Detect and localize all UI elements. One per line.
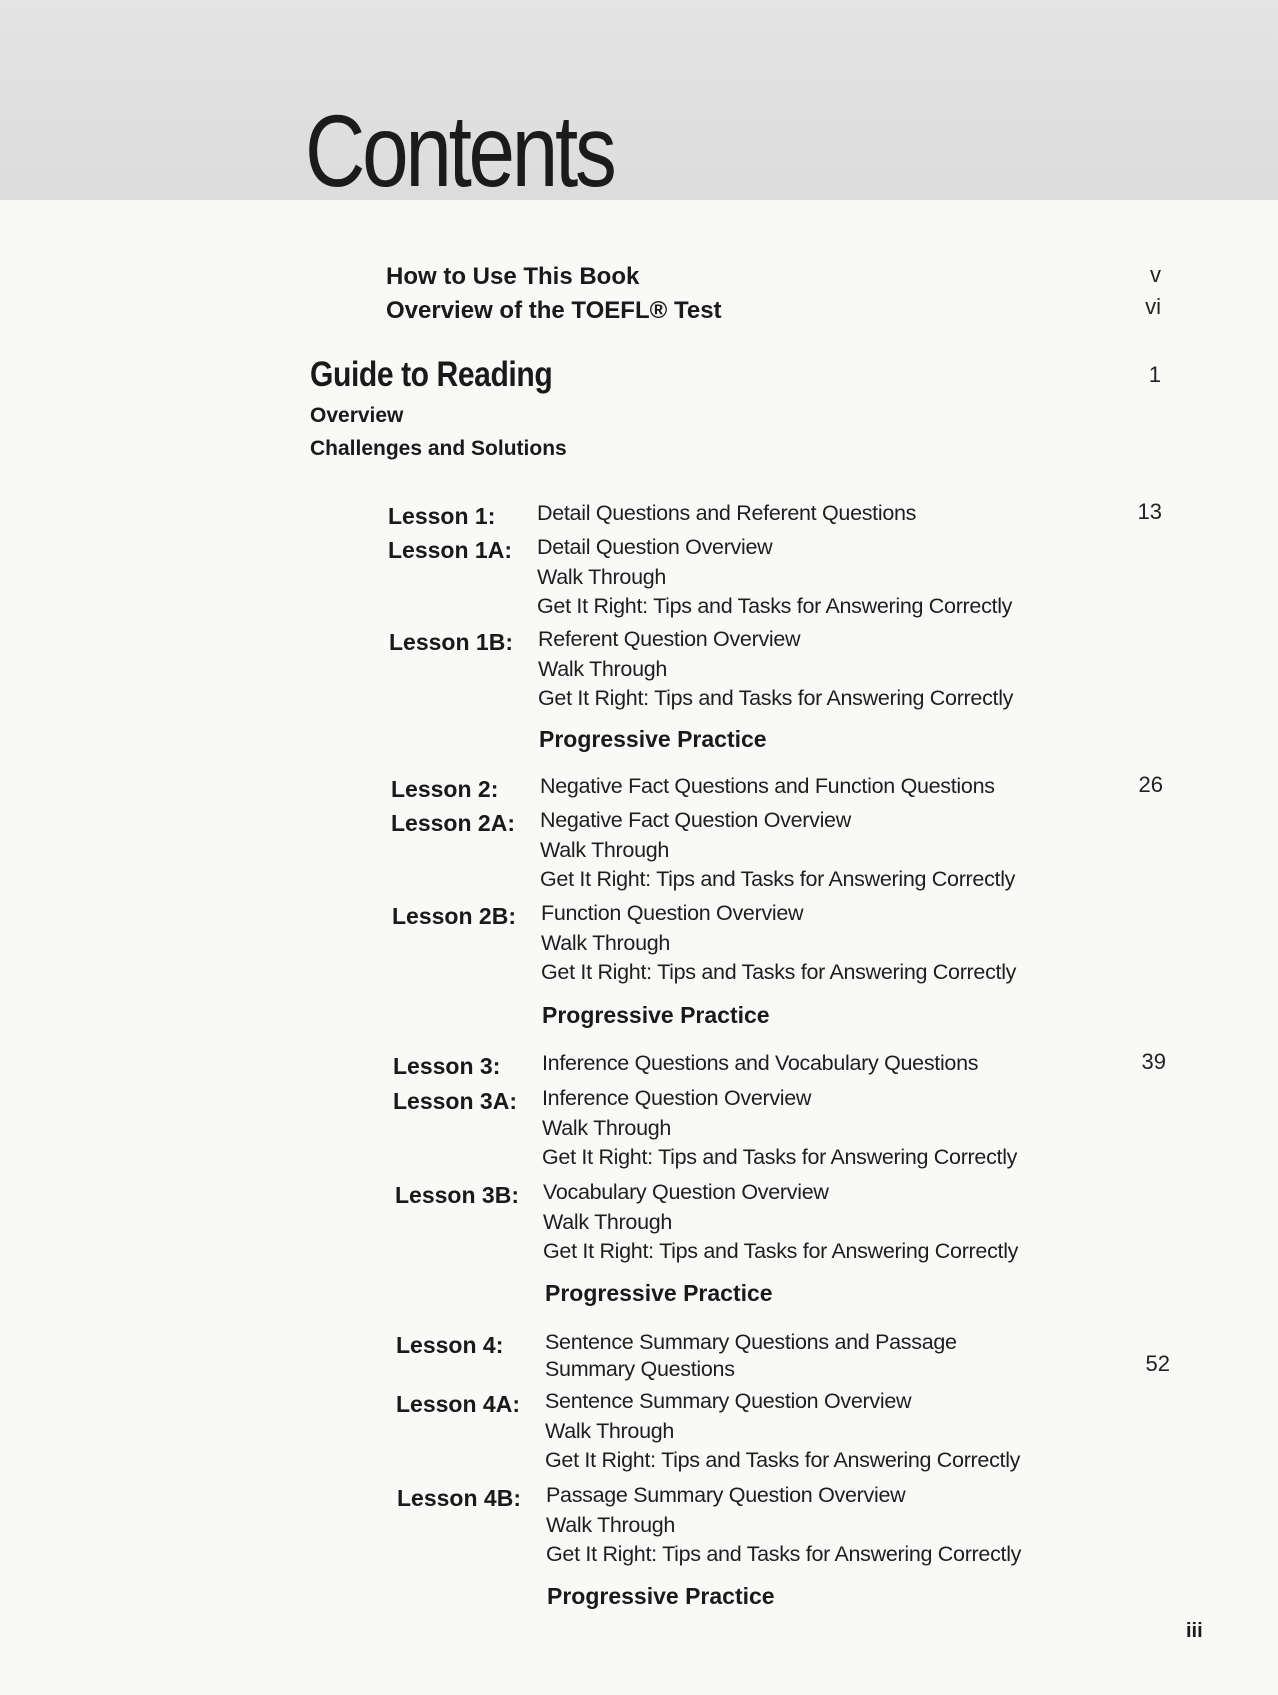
lesson-1-title[interactable]: Detail Questions and Referent Questions xyxy=(537,501,917,525)
lesson-2-progressive-practice[interactable]: Progressive Practice xyxy=(542,1002,770,1028)
lesson-3-label: Lesson 3: xyxy=(393,1053,501,1079)
section-overview[interactable]: Overview xyxy=(310,404,404,427)
lesson-3b-item[interactable]: Vocabulary Question Overview xyxy=(543,1180,829,1204)
lesson-3a-item[interactable]: Inference Question Overview xyxy=(542,1086,812,1110)
lesson-2b-item[interactable]: Function Question Overview xyxy=(541,901,804,925)
lesson-1a-item[interactable]: Detail Question Overview xyxy=(537,535,773,559)
section-title-guide-to-reading[interactable]: Guide to Reading xyxy=(310,355,553,394)
lesson-3-page: 39 xyxy=(1141,1049,1166,1074)
lesson-2b-item[interactable]: Walk Through xyxy=(541,931,671,955)
toc-page-toefl-overview: vi xyxy=(1145,294,1161,319)
lesson-1a-label: Lesson 1A: xyxy=(388,537,512,563)
lesson-4b-item[interactable]: Passage Summary Question Overview xyxy=(546,1483,906,1507)
lesson-4a-item[interactable]: Sentence Summary Question Overview xyxy=(545,1389,912,1413)
lesson-1b-item[interactable]: Walk Through xyxy=(538,657,668,681)
lesson-2a-item[interactable]: Walk Through xyxy=(540,838,670,862)
lesson-3-title[interactable]: Inference Questions and Vocabulary Questions xyxy=(542,1051,979,1075)
lesson-1-label: Lesson 1: xyxy=(388,503,496,529)
section-challenges[interactable]: Challenges and Solutions xyxy=(310,437,567,460)
lesson-4a-item[interactable]: Walk Through xyxy=(545,1419,675,1443)
toc-entry-toefl-overview[interactable]: Overview of the TOEFL® Test xyxy=(386,297,722,324)
lesson-3a-label: Lesson 3A: xyxy=(393,1088,517,1114)
page-title: Contents xyxy=(305,94,614,208)
lesson-1a-item[interactable]: Walk Through xyxy=(537,565,667,589)
lesson-2a-label: Lesson 2A: xyxy=(391,810,515,836)
lesson-4b-item[interactable]: Walk Through xyxy=(546,1513,676,1537)
lesson-3a-item[interactable]: Walk Through xyxy=(542,1116,672,1140)
lesson-3b-item[interactable]: Get It Right: Tips and Tasks for Answering Correctly xyxy=(543,1239,1019,1263)
lesson-4-title-line1[interactable]: Sentence Summary Questions and Passage xyxy=(545,1330,957,1354)
lesson-3-progressive-practice[interactable]: Progressive Practice xyxy=(545,1280,773,1306)
lesson-2-label: Lesson 2: xyxy=(391,776,499,802)
lesson-1-page: 13 xyxy=(1137,499,1162,524)
toc-entry-how-to-use[interactable]: How to Use This Book xyxy=(386,263,640,290)
toc-page-how-to-use: v xyxy=(1150,262,1161,287)
section-page: 1 xyxy=(1148,362,1161,387)
lesson-2a-item[interactable]: Negative Fact Question Overview xyxy=(540,808,851,832)
lesson-4-page: 52 xyxy=(1145,1351,1170,1376)
page-number: iii xyxy=(1186,1620,1203,1642)
lesson-4a-item[interactable]: Get It Right: Tips and Tasks for Answering Correctly xyxy=(545,1448,1021,1472)
lesson-3b-item[interactable]: Walk Through xyxy=(543,1210,673,1234)
lesson-4-progressive-practice[interactable]: Progressive Practice xyxy=(547,1583,775,1609)
lesson-4-title-line2[interactable]: Summary Questions xyxy=(545,1357,735,1381)
lesson-4a-label: Lesson 4A: xyxy=(396,1391,520,1417)
lesson-1a-item[interactable]: Get It Right: Tips and Tasks for Answering Correctly xyxy=(537,594,1013,618)
lesson-1b-item[interactable]: Referent Question Overview xyxy=(538,627,801,651)
lesson-2b-item[interactable]: Get It Right: Tips and Tasks for Answering Correctly xyxy=(541,960,1017,984)
lesson-1-progressive-practice[interactable]: Progressive Practice xyxy=(539,726,767,752)
lesson-1b-label: Lesson 1B: xyxy=(389,629,513,655)
lesson-3a-item[interactable]: Get It Right: Tips and Tasks for Answering Correctly xyxy=(542,1145,1018,1169)
lesson-4b-label: Lesson 4B: xyxy=(397,1485,521,1511)
lesson-1b-item[interactable]: Get It Right: Tips and Tasks for Answering Correctly xyxy=(538,686,1014,710)
lesson-2-title[interactable]: Negative Fact Questions and Function Questions xyxy=(540,774,995,798)
lesson-2a-item[interactable]: Get It Right: Tips and Tasks for Answering Correctly xyxy=(540,867,1016,891)
lesson-2b-label: Lesson 2B: xyxy=(392,903,516,929)
lesson-4-label: Lesson 4: xyxy=(396,1332,504,1358)
lesson-3b-label: Lesson 3B: xyxy=(395,1182,519,1208)
lesson-4b-item[interactable]: Get It Right: Tips and Tasks for Answering Correctly xyxy=(546,1542,1022,1566)
header-band xyxy=(0,0,1278,208)
lesson-2-page: 26 xyxy=(1138,772,1163,797)
